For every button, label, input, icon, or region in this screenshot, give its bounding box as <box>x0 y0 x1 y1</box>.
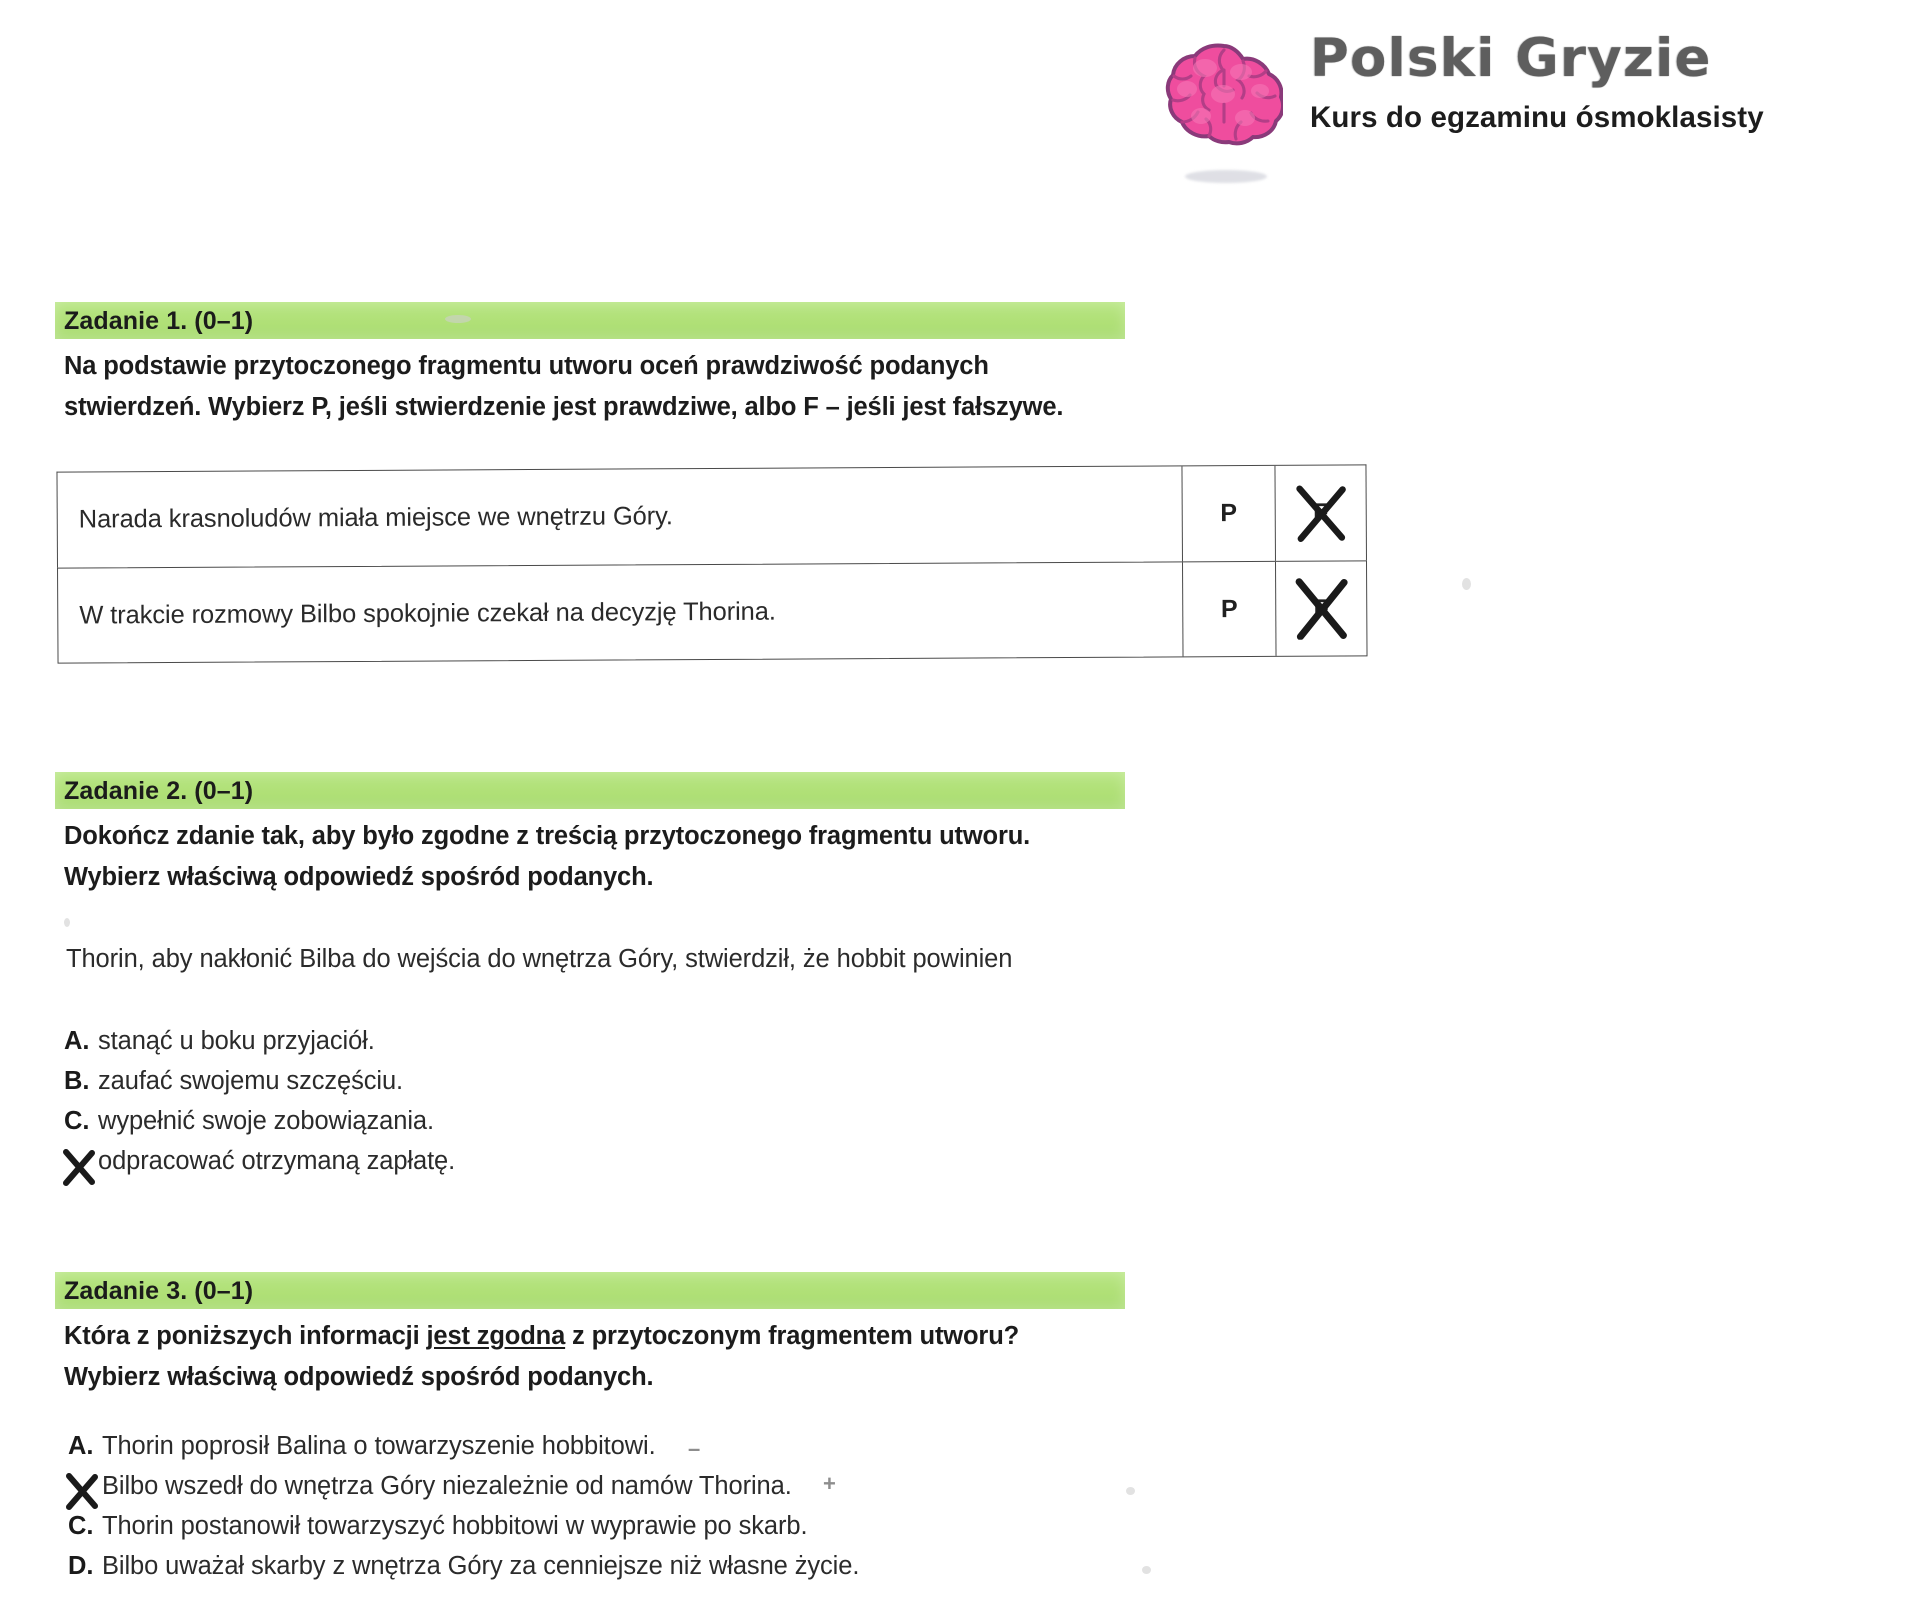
task-2-title: Zadanie 2. (0–1) <box>64 777 254 805</box>
false-label: F <box>1313 594 1329 623</box>
answer-letter: C. <box>64 1107 90 1135</box>
side-mark-b: + <box>823 1471 836 1496</box>
task-2-instruction-line-1: Dokończ zdanie tak, aby było zgodne z treścią przytoczonego fragmentu utworu. <box>64 822 1031 850</box>
task-1-title: Zadanie 1. (0–1) <box>64 307 254 335</box>
answer-text: Thorin postanowił towarzyszyć hobbitowi w wyprawie po skarb. <box>102 1512 808 1540</box>
answer-text: Thorin poprosił Balina o towarzyszenie hobbitowi. <box>102 1432 656 1460</box>
answer-option-c[interactable] <box>68 1512 1268 1552</box>
statement-cell: Narada krasnoludów miała miejsce we wnętrzu Góry. <box>78 502 673 534</box>
brand-title: Polski Gryzie <box>1310 28 1712 89</box>
task-1-instruction-line-1: Na podstawie przytoczonego fragmentu utworu oceń prawdziwość podanych <box>64 352 989 380</box>
instruction-post: z przytoczonym fragmentem utworu? <box>565 1322 1020 1350</box>
instruction-pre: Która z poniższych informacji <box>64 1322 427 1350</box>
table-row <box>57 560 1368 663</box>
task-zadanie-1 <box>55 302 1125 428</box>
answer-letter: A. <box>64 1027 90 1055</box>
answer-text: wypełnić swoje zobowiązania. <box>98 1107 434 1135</box>
answer-text: Bilbo wszedł do wnętrza Góry niezależnie od namów Thorina. <box>102 1472 792 1500</box>
true-option-cell[interactable] <box>1182 562 1276 657</box>
task-2-answer-list <box>64 1027 964 1187</box>
side-mark-a: – <box>688 1436 701 1461</box>
task-1-instruction <box>55 346 1125 428</box>
true-option-cell[interactable] <box>1181 466 1275 562</box>
task-1-instruction-line-2: stwierdzeń. Wybierz P, jeśli stwierdzenie jest prawdziwe, albo F – jeśli jest fałszywe. <box>64 393 1064 421</box>
task-2-instruction <box>55 816 1125 898</box>
answer-text: Bilbo uważał skarby z wnętrza Góry za cenniejsze niż własne życie. <box>102 1552 860 1580</box>
false-label: F <box>1313 498 1329 527</box>
true-label: P <box>1220 594 1238 623</box>
task-3-instruction <box>55 1316 1125 1398</box>
brand-subtitle: Kurs do egzaminu ósmoklasisty <box>1310 101 1764 134</box>
false-option-cell[interactable] <box>1275 561 1367 656</box>
task-3-instruction-line-1 <box>64 1316 1125 1357</box>
task-1-banner <box>55 302 1125 339</box>
task-2-instruction-line-2: Wybierz właściwą odpowiedź spośród podanych. <box>64 863 654 891</box>
task-2-lead-sentence: Thorin, aby nakłonić Bilba do wejścia do wnętrza Góry, stwierdził, że hobbit powinien <box>66 945 1013 973</box>
answer-option-d[interactable] <box>68 1552 1268 1592</box>
answer-letter: D. <box>68 1552 94 1580</box>
scan-speck <box>445 315 471 323</box>
cross-mark-icon <box>62 1148 96 1186</box>
answer-option-a[interactable] <box>64 1027 964 1067</box>
task-zadanie-2 <box>55 772 1125 898</box>
task-3-title: Zadanie 3. (0–1) <box>64 1277 254 1305</box>
cross-mark-icon <box>65 1472 99 1510</box>
answer-text: zaufać swojemu szczęściu. <box>98 1067 404 1095</box>
instruction-underlined: jest zgodna <box>426 1322 566 1350</box>
answer-letter: A. <box>68 1432 94 1460</box>
task-3-answer-list <box>68 1432 1268 1592</box>
task-3-banner <box>55 1272 1125 1309</box>
answer-option-a[interactable] <box>68 1432 1268 1472</box>
logo-shadow <box>1185 170 1267 183</box>
brain-icon <box>1165 42 1283 150</box>
brand-header <box>1165 28 1905 178</box>
answer-option-b[interactable] <box>68 1472 1268 1512</box>
answer-letter: B. <box>64 1067 90 1095</box>
answer-option-b[interactable] <box>64 1067 964 1107</box>
task-2-banner <box>55 772 1125 809</box>
answer-option-c[interactable] <box>64 1107 964 1147</box>
scan-speck <box>1462 578 1471 590</box>
answer-letter: C. <box>68 1512 94 1540</box>
statement-cell: W trakcie rozmowy Bilbo spokojnie czekał na decyzję Thorina. <box>79 597 776 630</box>
answer-text: odpracować otrzymaną zapłatę. <box>98 1147 456 1175</box>
scan-speck <box>64 918 70 927</box>
false-option-cell[interactable] <box>1274 465 1366 561</box>
scan-speck <box>1142 1566 1151 1574</box>
table-row <box>56 464 1367 567</box>
answer-text: stanąć u boku przyjaciół. <box>98 1027 375 1055</box>
scan-speck <box>1126 1487 1135 1495</box>
true-label: P <box>1220 499 1238 528</box>
task-zadanie-3 <box>55 1272 1125 1398</box>
true-false-table <box>56 464 1367 663</box>
task-3-instruction-line-2: Wybierz właściwą odpowiedź spośród podanych. <box>64 1363 654 1391</box>
answer-option-d[interactable] <box>64 1147 964 1187</box>
brand-text-block <box>1310 28 1900 138</box>
brand-logo <box>1165 42 1285 192</box>
